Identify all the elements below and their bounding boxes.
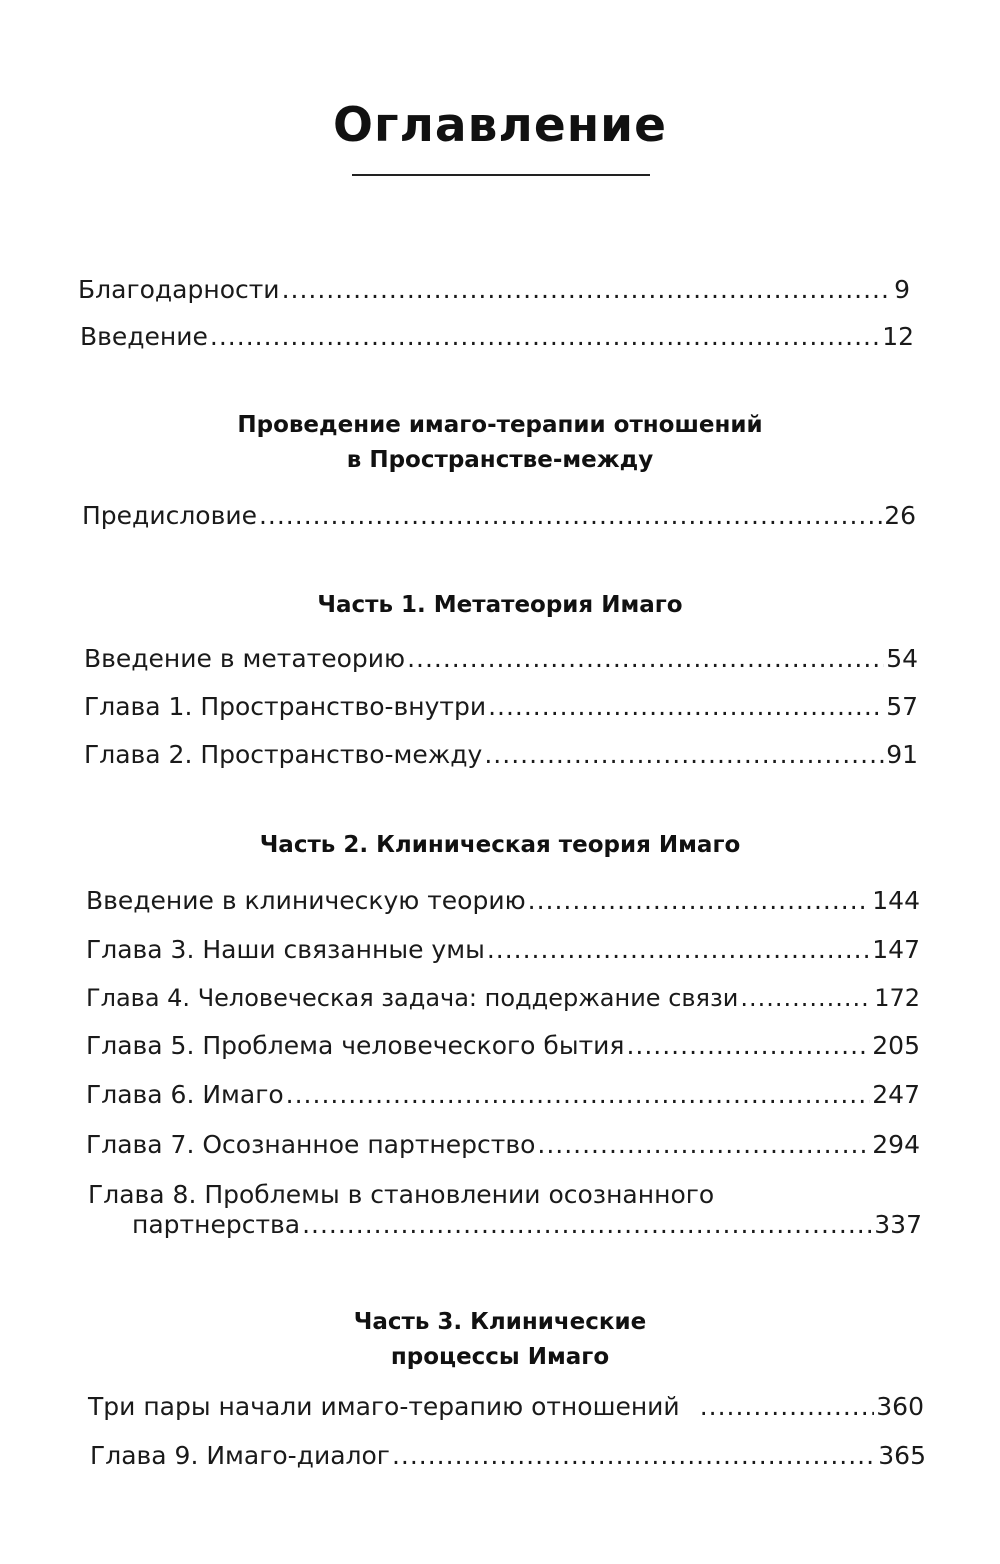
toc-entry-label: Глава 5. Проблема человеческого бытия xyxy=(86,1031,625,1060)
section-heading-line-1: Проведение имаго-терапии отношений xyxy=(237,412,763,438)
toc-entry-label-continued: партнерства xyxy=(132,1210,301,1239)
dot-leader xyxy=(484,740,884,770)
toc-entry[interactable] xyxy=(86,983,920,1013)
toc-entry-page: 247 xyxy=(872,1080,920,1109)
dot-leader xyxy=(700,1392,875,1422)
toc-entry-label: Глава 1. Пространство-внутри xyxy=(84,692,487,721)
toc-entry-label: Глава 6. Имаго xyxy=(86,1080,284,1109)
toc-entry-page: 91 xyxy=(886,740,918,769)
part-1-heading: Часть 1. Метатеория Имаго xyxy=(317,592,683,618)
section-heading-line-2: в Пространстве-между xyxy=(346,447,654,473)
dot-leader xyxy=(210,322,880,352)
title-divider xyxy=(352,174,650,176)
toc-entry[interactable] xyxy=(86,886,920,916)
dot-leader xyxy=(286,1080,871,1110)
toc-entry-page: 294 xyxy=(872,1130,920,1159)
toc-entry[interactable] xyxy=(132,1210,922,1240)
toc-entry[interactable] xyxy=(88,1392,924,1422)
toc-entry-page: 57 xyxy=(886,692,918,721)
toc-entry-page: 9 xyxy=(894,275,910,304)
dot-leader xyxy=(740,983,872,1013)
toc-entry-page: 54 xyxy=(886,644,918,673)
dot-leader xyxy=(392,1441,876,1471)
toc-entry[interactable] xyxy=(90,1441,926,1471)
toc-entry-page: 26 xyxy=(884,501,916,530)
toc-entry[interactable] xyxy=(84,692,918,722)
dot-leader xyxy=(259,501,882,531)
dot-leader xyxy=(488,692,884,722)
toc-entry[interactable] xyxy=(86,1080,920,1110)
toc-entry-label: Благодарности xyxy=(78,275,280,304)
dot-leader xyxy=(626,1031,870,1061)
toc-entry-introduction[interactable] xyxy=(80,322,914,352)
toc-entry-page: 360 xyxy=(876,1392,924,1421)
toc-entry-page: 337 xyxy=(874,1210,922,1239)
toc-entry[interactable] xyxy=(86,935,920,965)
toc-entry[interactable] xyxy=(84,740,918,770)
dot-leader xyxy=(302,1210,872,1240)
dot-leader xyxy=(407,644,884,674)
toc-entry-page: 144 xyxy=(872,886,920,915)
toc-entry-label: Три пары начали имаго-терапию отношений xyxy=(88,1392,680,1421)
dot-leader xyxy=(528,886,871,916)
toc-entry-label: Введение xyxy=(80,322,208,351)
toc-entry-label: Глава 2. Пространство-между xyxy=(84,740,483,769)
toc-entry-label: Глава 4. Человеческая задача: поддержание связи xyxy=(86,984,739,1012)
toc-entry[interactable] xyxy=(86,1031,920,1061)
toc-entry-page: 205 xyxy=(872,1031,920,1060)
toc-entry-label: Глава 3. Наши связанные умы xyxy=(86,935,485,964)
part-3-heading-line-1: Часть 3. Клинические xyxy=(353,1309,647,1335)
part-3-heading-line-2: процессы Имаго xyxy=(390,1344,610,1370)
toc-entry-label: Предисловие xyxy=(82,501,257,530)
toc-entry-label[interactable]: Глава 8. Проблемы в становлении осознанного xyxy=(88,1180,715,1209)
toc-entry[interactable] xyxy=(84,644,918,674)
toc-entry-page: 12 xyxy=(882,322,914,351)
toc-entry-label: Глава 7. Осознанное партнерство xyxy=(86,1130,536,1159)
toc-entry-label: Глава 9. Имаго-диалог xyxy=(90,1441,390,1470)
dot-leader xyxy=(487,935,870,965)
dot-leader xyxy=(282,275,893,305)
toc-entry-label: Введение в клиническую теорию xyxy=(86,886,526,915)
part-2-heading: Часть 2. Клиническая теория Имаго xyxy=(259,832,741,858)
toc-entry[interactable] xyxy=(86,1130,920,1160)
toc-entry-page: 172 xyxy=(874,984,920,1012)
toc-entry-label: Введение в метатеорию xyxy=(84,644,406,673)
toc-entry-page: 147 xyxy=(872,935,920,964)
toc-entry-acknowledgements[interactable] xyxy=(78,275,910,305)
toc-entry-preface[interactable] xyxy=(82,501,916,531)
page-title: Оглавление xyxy=(333,98,667,153)
toc-entry-page: 365 xyxy=(878,1441,926,1470)
dot-leader xyxy=(537,1130,870,1160)
